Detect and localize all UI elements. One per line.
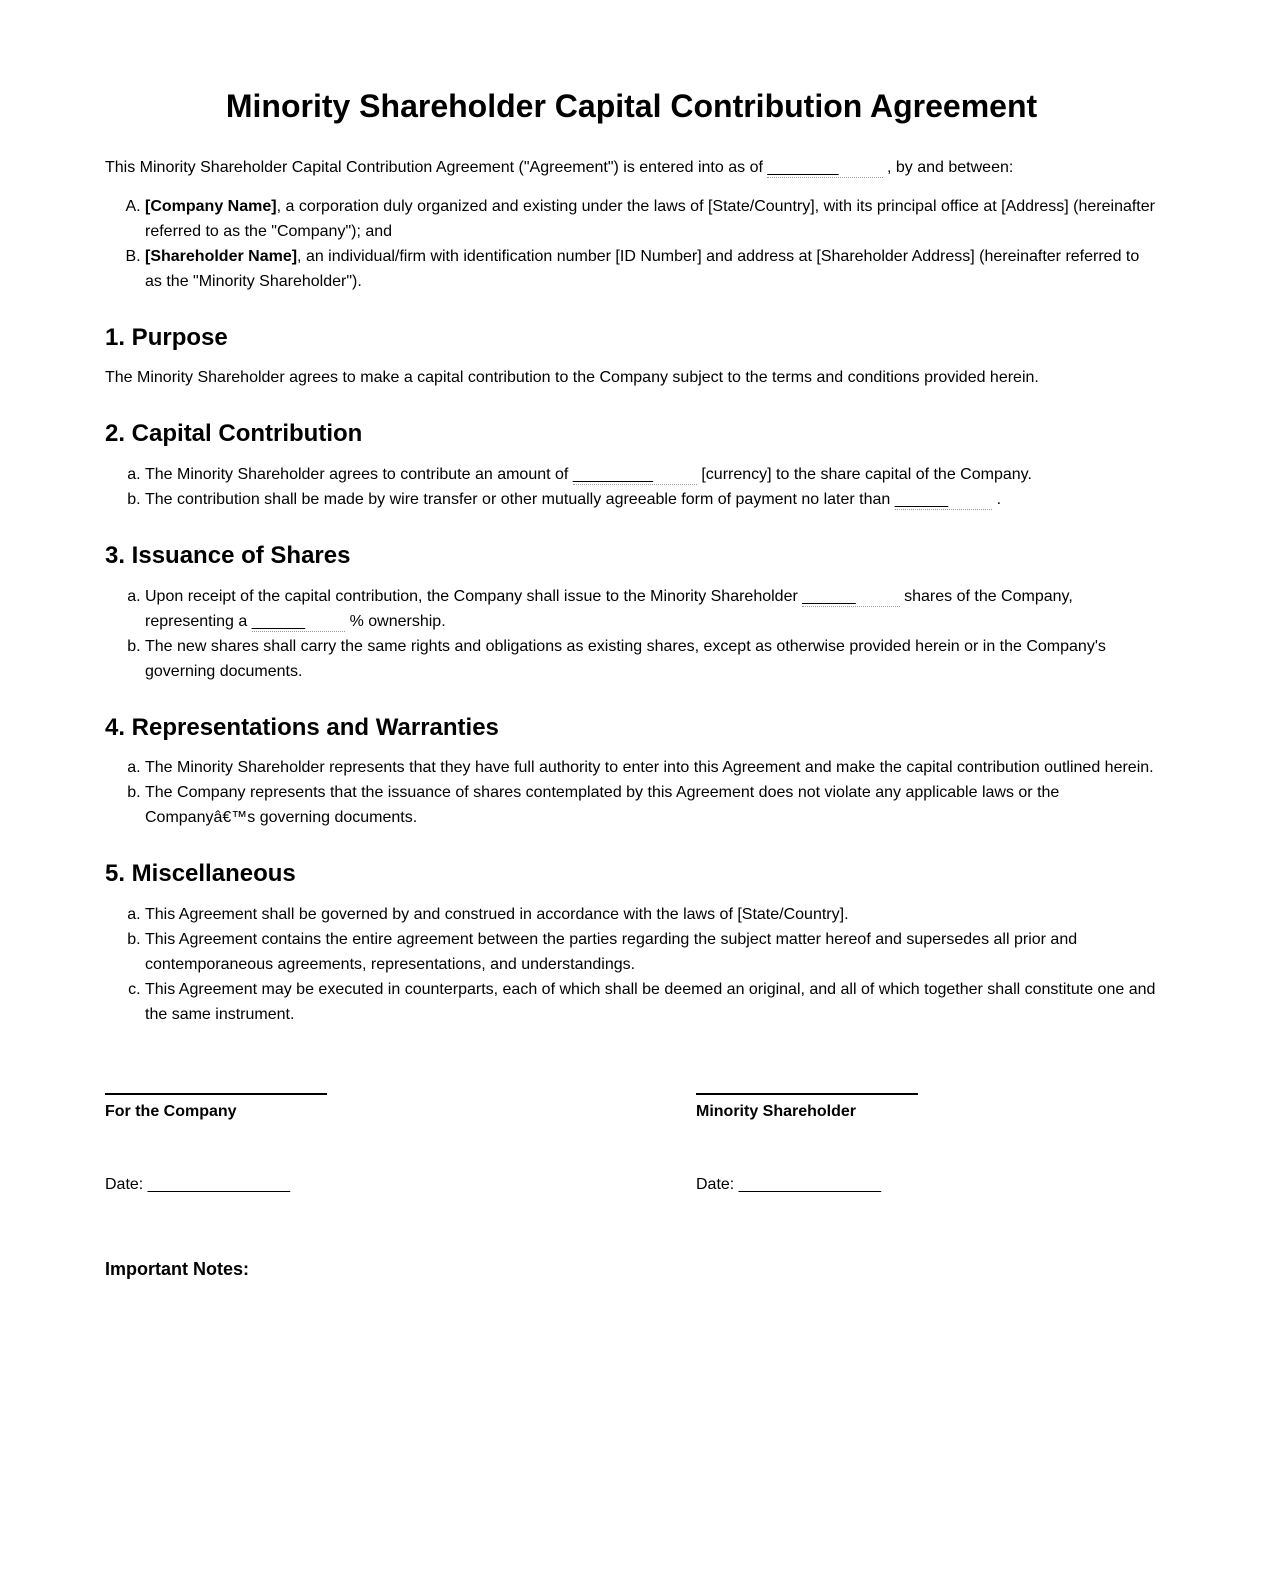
contribution-amount-blank[interactable]: _________	[573, 466, 697, 485]
clause-text: Upon receipt of the capital contribution, the Company shall issue to the Minority Shareholder	[145, 587, 798, 605]
date-label: Date:	[696, 1175, 735, 1193]
list-item: c. This Agreement may be executed in counterparts, each of which shall be deemed an original, and all of which together shall constitute one and the same instrument.	[145, 977, 1158, 1027]
party-item-shareholder	[145, 244, 1158, 294]
list-item	[145, 462, 1158, 487]
list-item	[145, 584, 1158, 634]
clause-text: The contribution shall be made by wire transfer or other mutually agreeable form of payment no later than	[145, 490, 891, 508]
shareholder-signature-line[interactable]	[696, 1093, 918, 1095]
list-item: b. This Agreement contains the entire agreement between the parties regarding the subject matter hereof and supersedes all prior and contemporaneous agreements, representations, and understandings.	[145, 927, 1158, 977]
list-item	[145, 487, 1158, 512]
list-item: b. The new shares shall carry the same rights and obligations as existing shares, except as otherwise provided herein or in the Company's governing documents.	[145, 634, 1158, 684]
list-item: a. The Minority Shareholder represents that they have full authority to enter into this Agreement and make the capital contribution outlined herein.	[145, 755, 1158, 780]
miscellaneous-list	[105, 902, 1158, 1027]
purpose-paragraph: The Minority Shareholder agrees to make a capital contribution to the Company subject to the terms and conditions provided herein.	[105, 369, 1039, 387]
intro-paragraph	[105, 155, 1158, 180]
ownership-percentage-blank[interactable]: ______	[252, 613, 345, 632]
representations-warranties-list	[105, 755, 1158, 830]
shareholder-date-blank[interactable]: ________________	[738, 1175, 882, 1193]
agreement-date-blank[interactable]: ________	[767, 159, 882, 178]
list-item: b. The Company represents that the issuance of shares contemplated by this Agreement does not violate any applicable laws or the Companyâ€™s governing documents.	[145, 780, 1158, 830]
shareholder-signature-label: Minority Shareholder	[696, 1102, 857, 1120]
company-signature-label: For the Company	[105, 1102, 237, 1120]
company-signature-column	[105, 1093, 696, 1197]
clause-text: shares of the Company, representing a	[145, 587, 1073, 630]
clause-text: % ownership.	[349, 612, 446, 630]
party-shareholder-text: , an individual/firm with identification number [ID Number] and address at [Shareholder Address] (hereinafter referred to as the "Minority Shareholder").	[145, 247, 1140, 290]
section-heading-issuance-of-shares: 3. Issuance of Shares	[105, 541, 351, 569]
company-name-placeholder: [Company Name]	[145, 197, 277, 215]
date-label: Date:	[105, 1175, 144, 1193]
shareholder-name-placeholder: [Shareholder Name]	[145, 247, 298, 265]
shareholder-date-row	[696, 1172, 918, 1197]
issuance-of-shares-list	[105, 584, 1158, 684]
section-heading-miscellaneous: 5. Miscellaneous	[105, 860, 296, 888]
clause-text: The Minority Shareholder agrees to contribute an amount of	[145, 465, 569, 483]
page-title: Minority Shareholder Capital Contribution Agreement	[225, 88, 1038, 124]
intro-text-after: , by and between:	[887, 158, 1014, 176]
payment-deadline-blank[interactable]: ______	[895, 491, 992, 510]
party-company-text: , a corporation duly organized and existing under the laws of [State/Country], with its principal office at [Address] (hereinafter referred to as the "Company"); and	[145, 197, 1155, 240]
important-notes-heading: Important Notes:	[105, 1258, 249, 1279]
company-signature-line[interactable]	[105, 1093, 327, 1095]
company-date-row	[105, 1172, 696, 1197]
company-date-blank[interactable]: ________________	[147, 1175, 291, 1193]
clause-text: .	[996, 490, 1002, 508]
shares-count-blank[interactable]: ______	[802, 588, 899, 607]
capital-contribution-list	[105, 462, 1158, 512]
section-heading-purpose: 1. Purpose	[105, 323, 228, 351]
section-heading-capital-contribution: 2. Capital Contribution	[105, 420, 363, 448]
clause-text: [currency] to the share capital of the Company.	[701, 465, 1032, 483]
intro-text-before: This Minority Shareholder Capital Contribution Agreement ("Agreement") is entered into as of	[105, 158, 763, 176]
section-heading-representations-warranties: 4. Representations and Warranties	[105, 713, 499, 741]
shareholder-signature-column	[696, 1093, 918, 1197]
party-item-company	[145, 194, 1158, 244]
parties-list	[105, 194, 1158, 294]
list-item: a. This Agreement shall be governed by and construed in accordance with the laws of [State/Country].	[145, 902, 1158, 927]
signature-block	[105, 1093, 1158, 1197]
